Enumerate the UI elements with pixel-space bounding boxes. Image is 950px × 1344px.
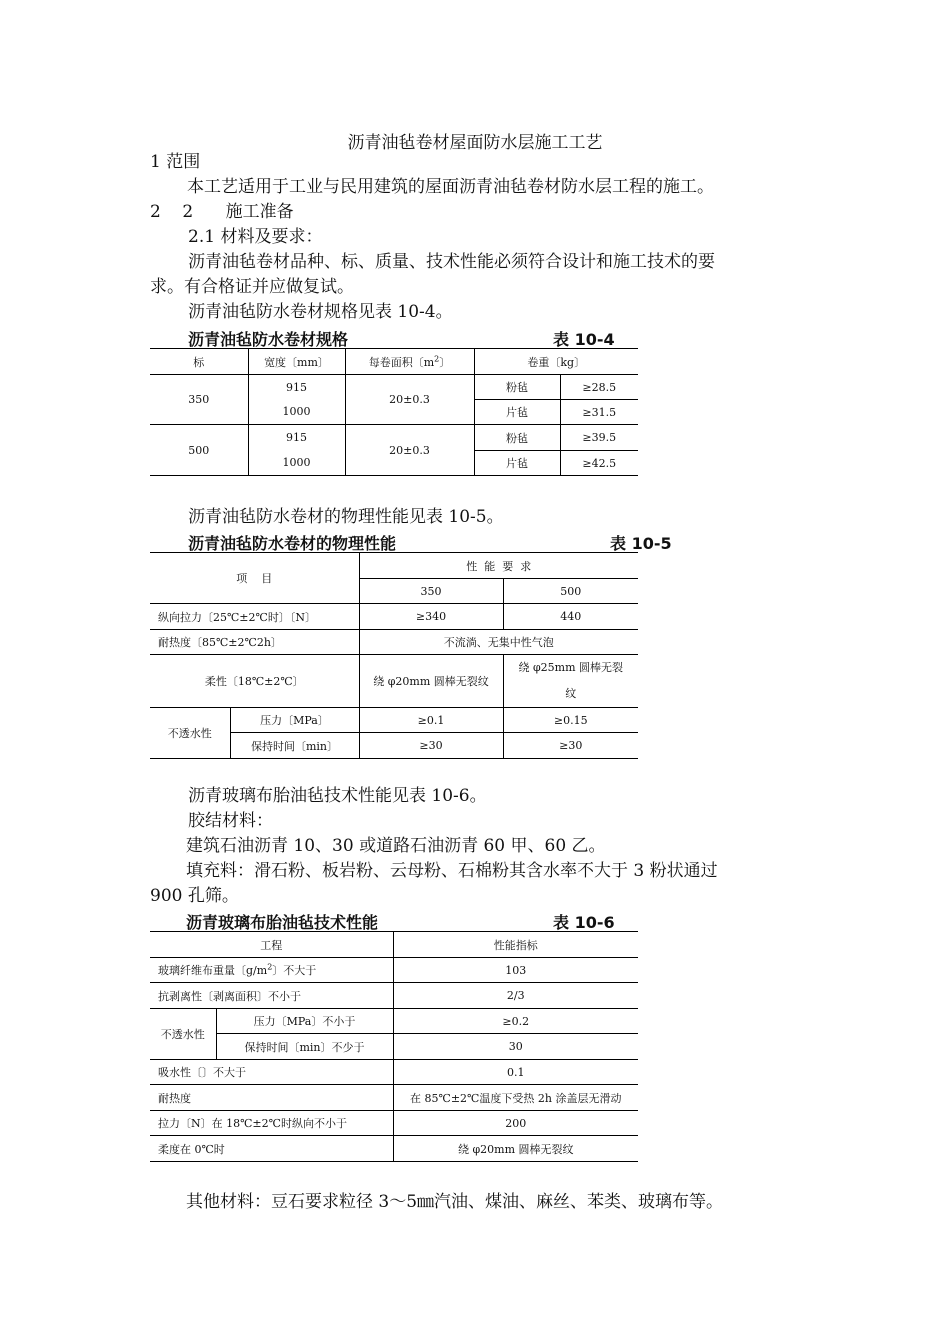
t6-value: 103 — [393, 958, 638, 983]
t6-value: 30 — [393, 1034, 638, 1060]
paragraph-materials-1: 沥青油毡卷材品种、标、质量、技术性能必须符合设计和施工技术的要 — [188, 252, 715, 272]
table-10-5-caption: 沥青油毡防水卷材的物理性能 — [188, 534, 397, 553]
t6-row-heat: 耐热度 — [150, 1085, 393, 1111]
t6-header-item: 工程 — [150, 932, 393, 958]
t5-row-flexibility: 柔性〔18℃±2℃〕 — [150, 655, 359, 708]
t6-value: 2/3 — [393, 983, 638, 1009]
t5-value: 绕 φ25mm 圆棒无裂 纹 — [503, 655, 638, 708]
table-10-6-number: 表 10-6 — [553, 913, 615, 932]
t4-type: 粉毡 — [474, 375, 560, 400]
paragraph-table-10-6-ref: 沥青玻璃布胎油毡技术性能见表 10-6。 — [188, 786, 487, 806]
t6-sub-hold-time: 保持时间〔min〕不少于 — [216, 1034, 393, 1060]
t5-value: 440 — [503, 604, 638, 630]
t4-width: 915 — [248, 425, 345, 451]
t5-value: ≥0.15 — [503, 708, 638, 733]
t4-width: 915 — [248, 375, 345, 400]
table-10-5 — [150, 552, 638, 759]
t6-row-flexibility: 柔度在 0℃时 — [150, 1136, 393, 1162]
t4-width: 1000 — [248, 451, 345, 476]
document-title: 沥青油毡卷材屋面防水层施工工艺 — [347, 133, 603, 153]
t4-header-width: 宽度〔mm〕 — [248, 349, 345, 375]
t6-row-absorption: 吸水性〔〕不大于 — [150, 1060, 393, 1085]
paragraph-other-materials: 其他材料：豆石要求粒径 3～5㎜汽油、煤油、麻丝、苯类、玻璃布等。 — [186, 1192, 724, 1212]
t4-grade-350: 350 — [150, 375, 248, 425]
t6-value: 0.1 — [393, 1060, 638, 1085]
t4-area: 20±0.3 — [345, 425, 474, 476]
t5-value: 绕 φ20mm 圆棒无裂纹 — [359, 655, 503, 708]
t5-row-heat: 耐热度〔85℃±2℃2h〕 — [150, 630, 359, 655]
section-2-1-heading: 2.1 材料及要求： — [188, 227, 323, 247]
t4-grade-500: 500 — [150, 425, 248, 476]
t5-header-350: 350 — [359, 579, 503, 604]
table-10-4-number: 表 10-4 — [553, 330, 615, 349]
paragraph-binder-heading: 胶结材料： — [188, 811, 273, 831]
table-10-5-number: 表 10-5 — [610, 534, 672, 553]
paragraph-table-10-5-ref: 沥青油毡防水卷材的物理性能见表 10-5。 — [188, 507, 504, 527]
paragraph-table-10-4-ref: 沥青油毡防水卷材规格见表 10-4。 — [188, 302, 453, 322]
t5-header-item: 项 目 — [150, 553, 359, 604]
t4-width: 1000 — [248, 400, 345, 425]
t5-value: ≥340 — [359, 604, 503, 630]
table-10-4 — [150, 348, 638, 476]
t6-row-impermeability: 不透水性 — [150, 1009, 216, 1060]
t6-value: 200 — [393, 1111, 638, 1136]
t4-header-area: 每卷面积〔$m^2$〕 — [345, 349, 474, 375]
t6-value: ≥0.2 — [393, 1009, 638, 1034]
section-1-heading: 1 范围 — [150, 152, 201, 172]
t4-type: 粉毡 — [474, 425, 560, 451]
t4-weight: ≥42.5 — [560, 451, 638, 476]
t4-weight: ≥28.5 — [560, 375, 638, 400]
t6-row-tension: 拉力〔N〕在 18℃±2℃时纵向不小于 — [150, 1111, 393, 1136]
t5-value: 不流淌、无集中性气泡 — [359, 630, 638, 655]
t5-sub-pressure: 压力〔MPa〕 — [230, 708, 359, 733]
t5-value: ≥30 — [503, 733, 638, 759]
t5-header-requirement: 性 能 要 求 — [359, 553, 638, 579]
t4-area: 20±0.3 — [345, 375, 474, 425]
paragraph-filler-1: 填充料：滑石粉、板岩粉、云母粉、石棉粉其含水率不大于 3 粉状通过 — [186, 861, 718, 881]
t4-header-grade: 标 — [150, 349, 248, 375]
paragraph-filler-2: 900 孔筛。 — [150, 886, 239, 906]
t6-value: 绕 φ20mm 圆棒无裂纹 — [393, 1136, 638, 1162]
t6-sub-pressure: 压力〔MPa〕不小于 — [216, 1009, 393, 1034]
section-2-heading: 2 2 施工准备 — [150, 202, 294, 222]
t5-row-impermeability: 不透水性 — [150, 708, 230, 759]
t5-row-tension: 纵向拉力〔25℃±2℃时〕〔N〕 — [150, 604, 359, 630]
t5-value: ≥30 — [359, 733, 503, 759]
table-10-6 — [150, 931, 638, 1162]
t5-sub-hold-time: 保持时间〔min〕 — [230, 733, 359, 759]
t5-value: ≥0.1 — [359, 708, 503, 733]
t4-header-weight: 卷重〔kg〕 — [474, 349, 638, 375]
t6-row-fiber-weight: 玻璃纤维布重量〔$g/m^2$〕不大于 — [150, 958, 393, 983]
table-10-4-caption: 沥青油毡防水卷材规格 — [188, 330, 349, 349]
t4-weight: ≥31.5 — [560, 400, 638, 425]
t6-value: 在 85℃±2℃温度下受热 2h 涂盖层无滑动 — [393, 1085, 638, 1111]
t6-row-peel: 抗剥离性〔剥离面积〕不小于 — [150, 983, 393, 1009]
section-1-text: 本工艺适用于工业与民用建筑的屋面沥青油毡卷材防水层工程的施工。 — [187, 177, 714, 197]
t4-type: 片毡 — [474, 400, 560, 425]
t4-type: 片毡 — [474, 451, 560, 476]
paragraph-materials-2: 求。有合格证并应做复试。 — [150, 277, 354, 297]
t6-header-performance: 性能指标 — [393, 932, 638, 958]
table-10-6-caption: 沥青玻璃布胎油毡技术性能 — [186, 913, 379, 932]
paragraph-binder-text: 建筑石油沥青 10、30 或道路石油沥青 60 甲、60 乙。 — [186, 836, 606, 856]
t4-weight: ≥39.5 — [560, 425, 638, 451]
t5-header-500: 500 — [503, 579, 638, 604]
